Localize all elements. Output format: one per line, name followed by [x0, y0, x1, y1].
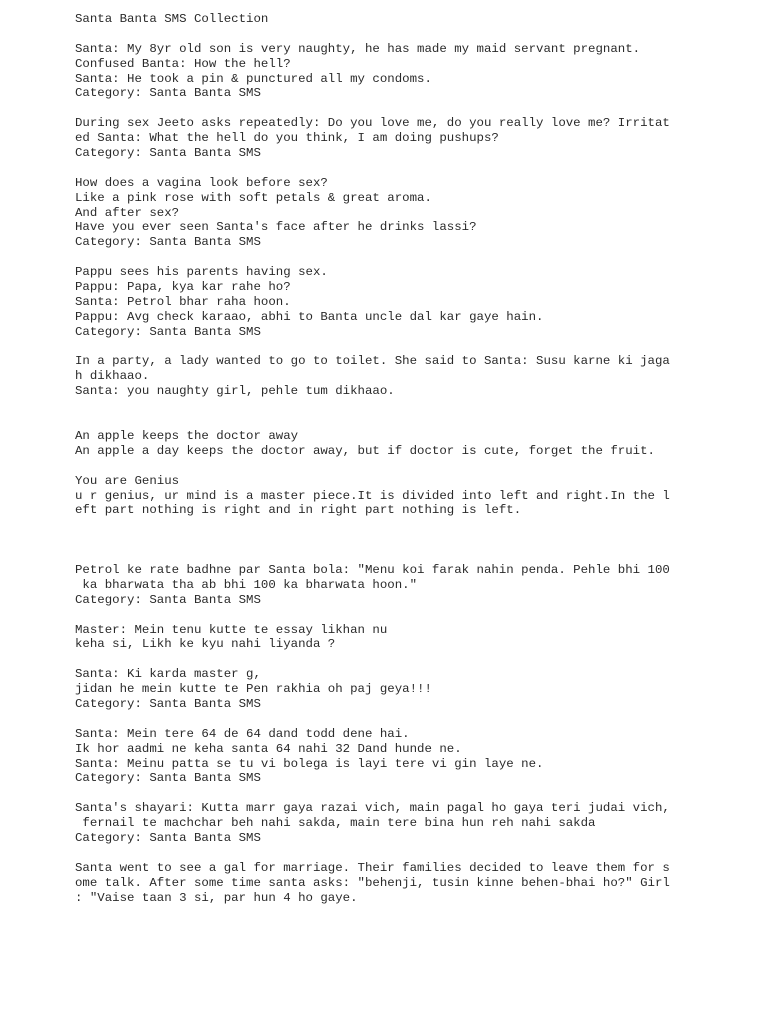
text-line: : "Vaise taan 3 si, par hun 4 ho gaye.	[75, 890, 358, 905]
text-line: Master: Mein tenu kutte te essay likhan nu	[75, 622, 388, 637]
text-line: h dikhaao.	[75, 369, 150, 384]
blank-line	[75, 27, 755, 42]
document-page	[75, 12, 755, 905]
text-line: And after sex?	[75, 205, 180, 220]
blank-line	[75, 548, 755, 563]
text-line: Santa went to see a gal for marriage. Their families decided to leave them for s	[75, 860, 670, 875]
blank-line	[75, 846, 755, 861]
text-line: During sex Jeeto asks repeatedly: Do you love me, do you really love me? Irritat	[75, 116, 670, 131]
text-line: Category: Santa Banta SMS	[75, 86, 261, 101]
text-line: Santa's shayari: Kutta marr gaya razai vich, main pagal ho gaya teri judai vich,	[75, 801, 670, 816]
blank-line	[75, 459, 755, 474]
text-line: Petrol ke rate badhne par Santa bola: "Menu koi farak nahin penda. Pehle bhi 100	[75, 562, 670, 577]
text-line: Category: Santa Banta SMS	[75, 235, 261, 250]
text-line: Pappu sees his parents having sex.	[75, 265, 328, 280]
blank-line	[75, 518, 755, 533]
text-line: jidan he mein kutte te Pen rakhia oh paj geya!!!	[75, 682, 432, 697]
text-line: eft part nothing is right and in right part nothing is left.	[75, 503, 522, 518]
text-line: Santa: My 8yr old son is very naughty, he has made my maid servant pregnant.	[75, 41, 641, 56]
text-line: u r genius, ur mind is a master piece.It is divided into left and right.In the l	[75, 488, 670, 503]
blank-line	[75, 652, 755, 667]
blank-line	[75, 399, 755, 414]
text-line: Pappu: Avg check karaao, abhi to Banta uncle dal kar gaye hain.	[75, 309, 544, 324]
text-line: An apple keeps the doctor away	[75, 428, 299, 443]
text-line: Have you ever seen Santa's face after he drinks lassi?	[75, 220, 477, 235]
blank-line	[75, 712, 755, 727]
text-line: You are Genius	[75, 473, 180, 488]
text-line: An apple a day keeps the doctor away, but if doctor is cute, forget the fruit.	[75, 443, 655, 458]
text-line: ed Santa: What the hell do you think, I am doing pushups?	[75, 131, 499, 146]
text-line: Santa: Meinu patta se tu vi bolega is layi tere vi gin laye ne.	[75, 756, 544, 771]
text-line: Category: Santa Banta SMS	[75, 696, 261, 711]
blank-line	[75, 608, 755, 623]
text-line: Ik hor aadmi ne keha santa 64 nahi 32 Dand hunde ne.	[75, 741, 462, 756]
blank-line	[75, 340, 755, 355]
blank-line	[75, 161, 755, 176]
text-line: Category: Santa Banta SMS	[75, 771, 261, 786]
text-line: Santa: He took a pin & punctured all my condoms.	[75, 71, 432, 86]
text-line: Santa Banta SMS Collection	[75, 12, 269, 26]
text-line: Category: Santa Banta SMS	[75, 324, 261, 339]
text-line: fernail te machchar beh nahi sakda, main tere bina hun reh nahi sakda	[75, 816, 596, 831]
text-line: Like a pink rose with soft petals & great aroma.	[75, 190, 432, 205]
text-line: In a party, a lady wanted to go to toilet. She said to Santa: Susu karne ki jaga	[75, 354, 670, 369]
text-line: Pappu: Papa, kya kar rahe ho?	[75, 280, 291, 295]
text-line: ka bharwata tha ab bhi 100 ka bharwata hoon."	[75, 577, 418, 592]
blank-line	[75, 533, 755, 548]
text-line: Santa: you naughty girl, pehle tum dikhaao.	[75, 384, 395, 399]
text-line: Santa: Petrol bhar raha hoon.	[75, 294, 291, 309]
text-line: Category: Santa Banta SMS	[75, 146, 261, 161]
blank-line	[75, 250, 755, 265]
text-line: keha si, Likh ke kyu nahi liyanda ?	[75, 637, 336, 652]
text-line: Category: Santa Banta SMS	[75, 592, 261, 607]
text-line: Category: Santa Banta SMS	[75, 830, 261, 845]
text-line: Santa: Ki karda master g,	[75, 667, 261, 682]
text-line: Santa: Mein tere 64 de 64 dand todd dene hai.	[75, 726, 410, 741]
text-line: How does a vagina look before sex?	[75, 175, 328, 190]
text-line: ome talk. After some time santa asks: "behenji, tusin kinne behen-bhai ho?" Girl	[75, 875, 670, 890]
blank-line	[75, 786, 755, 801]
blank-line	[75, 101, 755, 116]
blank-line	[75, 414, 755, 429]
text-line: Confused Banta: How the hell?	[75, 56, 291, 71]
